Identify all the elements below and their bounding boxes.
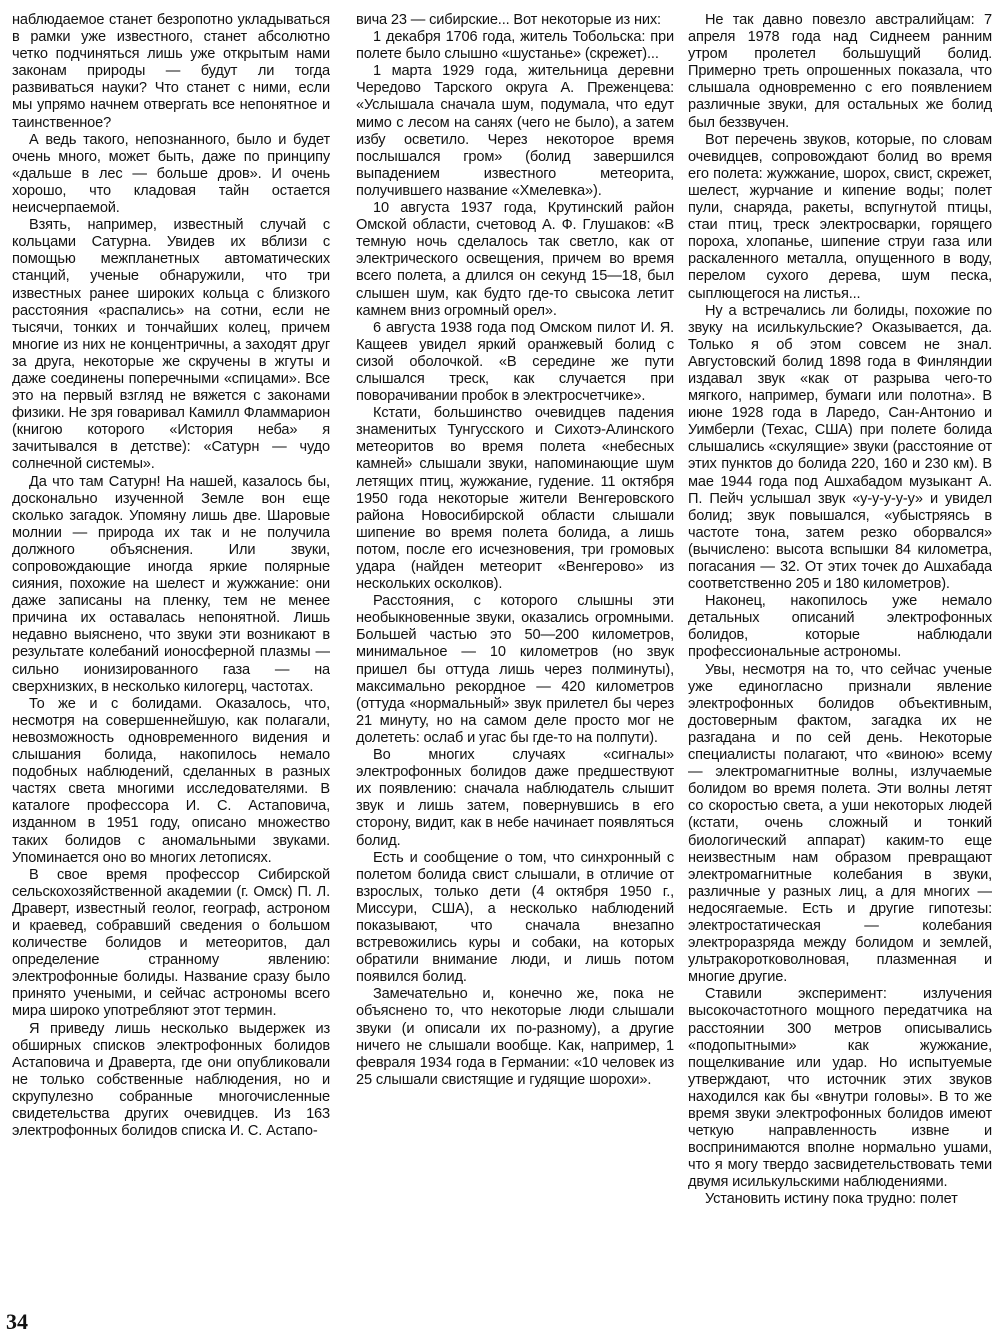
paragraph: А ведь такого, непознанного, было и будет очень много, может быть, даже по принципу «дальше в лес — больше дров». И очень хорошо, что кладовая тайн остается неисчерпаемой. <box>12 131 330 217</box>
text-column-right <box>688 12 992 1312</box>
paragraph: Не так давно повезло австралийцам: 7 апреля 1978 года над Сиднеем ранним утром пролетел большущий болид. Примерно треть опрошенных показала, что слышала одновременно с его появлением различные звуки, для остальных же болид был беззвучен. <box>688 12 992 131</box>
magazine-page <box>12 12 992 1312</box>
paragraph: Кстати, большинство очевидцев падения знаменитых Тунгусского и Сихотэ-Алинского метеоритов во время полета «небесных камней» слышали звуки, напоминающие шум летящих птиц, жужжание, гудение. 11 октября 1950 года некоторые жители Венгеровского района Новосибирской области слышали шипение во время полета болида, а лишь потом, после его исчезновения, три громовых удара (найден метеорит «Венгерово» из нескольких осколков). <box>356 405 674 593</box>
paragraph: Вот перечень звуков, которые, по словам очевидцев, сопровождают болид во время его полета: жужжание, шорох, свист, скрежет, шелест, журчание и кипение воды; полет пули, снаряда, ракеты, вспугнутой птицы, стаи птиц, треск электросварки, горящего пороха, хлопанье, шипение струи газа или раскаленного металла, опущенного в воду, перелом сухого дерева, шум песка, сыплющегося на листья... <box>688 131 992 302</box>
paragraph: Расстояния, с которого слышны эти необыкновенные звуки, оказались огромными. Большей частью это 50—200 километров, минимальное — 10 километров (но звук пришел бы оттуда лишь через полминуты), максимально рекордное — 420 километров (оттуда «нормальный» звук прилетел бы через 21 минуту, но на самом деле просто мог не долететь: ослаб и угас бы где-то на полпути). <box>356 593 674 746</box>
paragraph: 6 августа 1938 года под Омском пилот И. Я. Кащеев увидел яркий оранжевый болид с сизой оболочкой. «В середине же пути слышался треск, как случается при поворачивании пробок в электросчетчике». <box>356 319 674 405</box>
paragraph: Увы, несмотря на то, что сейчас ученые уже единогласно признали явление электрофонных болидов объективным, достоверным фактом, загадка их не разгадана и по сей день. Некоторые специалисты полагают, что «виною» всему — электромагнитные волны, излучаемые болидом во время полета. Эти волны летят со скоростью света, а уши некоторых людей (кстати, очень сложный и тонкий биологический аппарат) каким-то еще неизвестным нам образом превращают электромагнитные колебания в звуки, различные у разных лиц, а для многих — недосягаемые. Есть и другие гипотезы: электростатическая — колебания электроразряда между болидом и землей, ультракоротковолновая, плазменная и многие другие. <box>688 661 992 986</box>
page-number: 34 <box>6 1309 28 1334</box>
paragraph: 10 августа 1937 года, Крутинский район Омской области, счетовод А. Ф. Глушаков: «В темную ночь сделалось так светло, как от электрического освещения, причем во время всего полета, а длился он секунд 15—18, был слышен шум, как будто где-то свысока летит камнем вниз огромный орел». <box>356 200 674 319</box>
paragraph: Установить истину пока трудно: полет <box>705 1191 958 1208</box>
paragraph: вича 23 — сибирские... Вот некоторые из них: <box>356 12 661 28</box>
paragraph: Ставили эксперимент: излучения высокочастотного мощного передатчика на расстоянии 300 метров описывались «подопытными» как жужжание, пощелкивание или удар. Но испытуемые утверждают, что источник этих звуков находился как бы «внутри головы». В то же время звуки электрофонных болидов имеют четкую направленность извне и воспринимаются вполне нормально ушами, что я могу твердо засвидетельствовать теми двумя исилькульскими наблюдениями. <box>688 986 992 1191</box>
text-column-middle <box>356 12 674 1312</box>
paragraph: Замечательно и, конечно же, пока не объяснено то, что некоторые люди слышали звуки (и описали их по-разному), а другие ничего не слышали вообще. Как, например, 1 февраля 1934 года в Германии: «10 человек из 25 слышали свистящие и гудящие шорохи». <box>356 986 674 1088</box>
paragraph: Ну а встречались ли болиды, похожие по звуку на исилькульские? Оказывается, да. Только я об этом совсем не знал. Августовский болид 1898 года в Финляндии издавал звук «как от разрыва чего-то мягкого, например, бумаги или полотна». В июне 1928 года в Ларедо, Сан-Антонио и Уимберли (Техас, США) при полете болида слышались «скулящие» звуки (расстояние от этих пунктов до болида 220, 160 и 230 км). В мае 1944 года под Ашхабадом музыкант А. П. Пейч услышал звук «у-у-у-у-у» и увидел болид; звук повышался, «убыстряясь в частоте тона, затем резко оборвался» (вычислено: высота вспышки 84 километра, погасания — 32. От этих точек до Ашхабада соответственно 205 и 180 километров). <box>688 302 992 593</box>
paragraph: 1 декабря 1706 года, житель Тобольска: при полете было слышно «шустанье» (скрежет)... <box>356 29 674 63</box>
paragraph: наблюдаемое станет безропотно укладываться в рамки уже известного, станет абсолютно четко подчиняться лишь уже открытым нами законам природы — будут ли тогда развиваться науки? Что станет с ними, если мы упрямо начнем отвергать все непонятное и таинственное? <box>12 12 330 131</box>
paragraph: Да что там Сатурн! На нашей, казалось бы, досконально изученной Земле вон еще сколько загадок. Упомяну лишь две. Шаровые молнии — природа их так и не получила должного объяснения. Или звуки, сопровождающие иногда яркие полярные сияния, похожие на шелест и жужжание: они даже записаны на пленку, тем не менее причина их оставалась непонятной. Лишь недавно выяснено, что звуки эти возникают в результате колебаний ионосферной плазмы — сильно ионизированного газа — на сверхнизких, в несколько килогерц, частотах. <box>12 473 330 695</box>
paragraph: Взять, например, известный случай с кольцами Сатурна. Увидев их вблизи с помощью межпланетных автоматических станций, ученые обнаружили, что три известных ранее широких кольца с близкого расстояния «распались» на сотни, если не тысячи, тонких и тончайших колец, причем многие из них не концентричны, а заходят друг за друга, некоторые же скручены в жгуты и даже соединены поперечными «спицами». Все это на первый взгляд не вяжется с законами физики. Не зря говаривал Камилл Фламмарион (книгою которого «История неба» я зачитывался в детстве): «Сатурн — чудо солнечной системы». <box>12 217 330 473</box>
paragraph: Во многих случаях «сигналы» электрофонных болидов даже предшествуют их появлению: сначала наблюдатель слышит звук и лишь затем, повернувшись в его сторону, видит, как в небе начинает появляться болид. <box>356 747 674 849</box>
paragraph: В свое время профессор Сибирской сельскохозяйственной академии (г. Омск) П. Л. Драверт, известный геолог, географ, астроном и краевед, собравший сведения о большом количестве болидов и метеоритов, дал определение странному явлению: электрофонные болиды. Название сразу было принято учеными, и сейчас астрономы всего мира широко употребляют этот термин. <box>12 866 330 1020</box>
paragraph: 1 марта 1929 года, жительница деревни Чередово Тарского округа А. Преженцева: «Услышала сначала шум, подумала, что едут мимо с лесом на санях (чего не было), а затем избу осветило. Через некоторое время послышался гром» (болид завершился выпадением известного метеорита, получившего название «Хмелевка»). <box>356 63 674 199</box>
paragraph: Есть и сообщение о том, что синхронный с полетом болида свист слышали, в отличие от взрослых, только дети (4 октября 1950 г., Миссури, США), а несколько наблюдений показывают, что сначала внезапно встревожились куры и собаки, на которых обратили внимание люди, и лишь потом появился болид. <box>356 849 674 986</box>
text-column-left <box>12 12 330 1312</box>
paragraph: Наконец, накопилось уже немало детальных описаний электрофонных болидов, которые наблюдали профессиональные астрономы. <box>688 593 992 661</box>
paragraph: Я приведу лишь несколько выдержек из обширных списков электрофонных болидов Астаповича и Драверта, где они опубликовали не только собственные наблюдения, но и скрупулезно собранные многочисленные свидетельства других очевидцев. Из 163 электрофонных болидов списка И. С. Астапо- <box>12 1020 330 1140</box>
paragraph: То же и с болидами. Оказалось, что, несмотря на совершеннейшую, как полагали, невозможность одновременного видения и слышания болида, накопилось немало подобных наблюдений, сделанных в разных частях света многими исследователями. В каталоге профессора И. С. Астаповича, изданном в 1951 году, описано множество таких болидов с аномальными звуками. Упоминается оно во многих летописях. <box>12 695 330 866</box>
